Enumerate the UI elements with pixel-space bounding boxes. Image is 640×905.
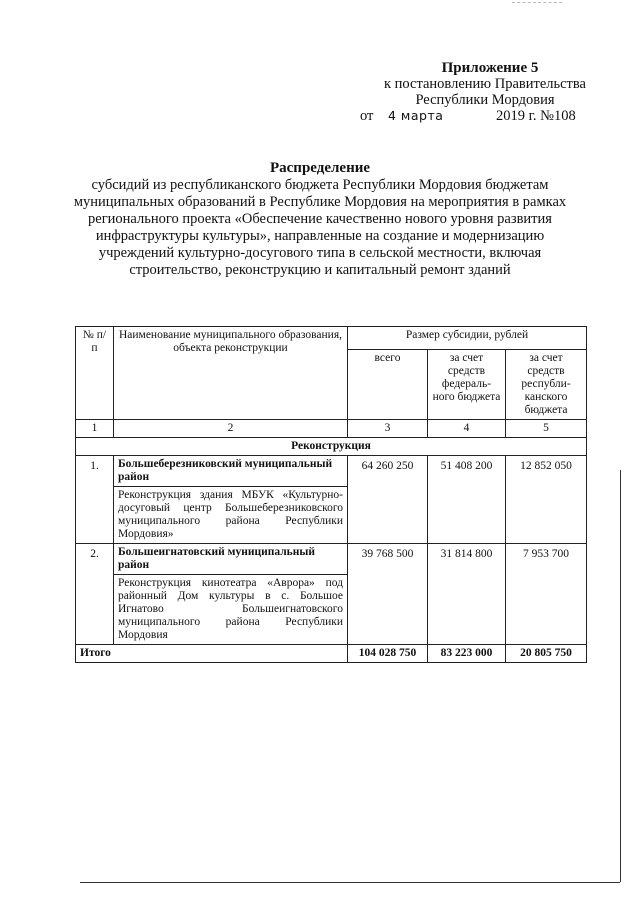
object-name: Реконструкция здания МБУК «Культурно-досуговый центр Большеберезниковского муниципального района Республики Мордовия» [118, 489, 343, 540]
object-name: Реконструкция кинотеатра «Аврора» под районный Дом культуры в с. Большое Игнатово Большеигнатовского муниципального района Республики Мордовия [118, 577, 343, 641]
column-number-row [76, 420, 587, 438]
totals-federal: 83 223 000 [428, 645, 506, 663]
header-federal: за счет средств федераль-ного бюджета [428, 350, 506, 420]
row-republic: 7 953 700 [506, 544, 587, 645]
col-number: 5 [506, 420, 587, 438]
col-number: 2 [114, 420, 348, 438]
totals-row [76, 645, 587, 663]
appendix-line-1: к постановлению Правительства [384, 76, 586, 92]
col-number: 4 [428, 420, 506, 438]
header-amount: Размер субсидии, рублей [348, 327, 587, 350]
row-republic: 12 852 050 [506, 456, 587, 544]
row-total: 39 768 500 [348, 544, 428, 645]
municipality-name: Большеигнатовский муниципальный район [114, 544, 347, 575]
appendix-block [340, 60, 630, 126]
totals-label: Итого [76, 645, 348, 663]
appendix-date-line [340, 108, 630, 126]
table-header-row [76, 327, 587, 350]
header-name: Наименование муниципального образования, объекта реконструкции [114, 327, 348, 420]
section-row [76, 438, 587, 456]
date-year-number: 2019 г. №108 [496, 108, 576, 124]
row-name-cell [114, 544, 348, 645]
subsidy-table [75, 326, 587, 663]
scan-edge-line [620, 470, 621, 882]
row-num: 1. [76, 456, 114, 544]
row-federal: 31 814 800 [428, 544, 506, 645]
header-num: № п/п [76, 327, 114, 420]
scan-artifact [512, 2, 562, 7]
table-row [76, 544, 587, 645]
appendix-line-2: Республики Мордовия [415, 92, 555, 108]
row-federal: 51 408 200 [428, 456, 506, 544]
row-name-cell [114, 456, 348, 544]
scan-bottom-line [80, 882, 620, 883]
row-num: 2. [76, 544, 114, 645]
header-republic: за счет средств республи-канского бюджета [506, 350, 587, 420]
header-total: всего [348, 350, 428, 420]
col-number: 1 [76, 420, 114, 438]
document-title: Распределение [269, 160, 371, 176]
totals-republic: 20 805 750 [506, 645, 587, 663]
date-day-month: 4 марта [388, 108, 444, 123]
municipality-name: Большеберезниковский муниципальный район [114, 456, 347, 487]
col-number: 3 [348, 420, 428, 438]
document-subtitle: субсидий из республиканского бюджета Республики Мордовия бюджетам муниципальных образований в Республике Мордовия на мероприятия в рамках регионального проекта «Обеспечение качественно нового уровня развития инфраструктуры культуры», направленные на создание и модернизацию учреждений культурно-досугового типа в сельской местности, включая строительство, реконструкцию и капитальный ремонт зданий [73, 177, 567, 278]
document-heading [70, 160, 570, 279]
date-prefix: от [360, 108, 374, 124]
totals-total: 104 028 750 [348, 645, 428, 663]
section-label: Реконструкция [76, 438, 587, 456]
row-total: 64 260 250 [348, 456, 428, 544]
table-row [76, 456, 587, 544]
appendix-title: Приложение 5 [441, 60, 539, 76]
